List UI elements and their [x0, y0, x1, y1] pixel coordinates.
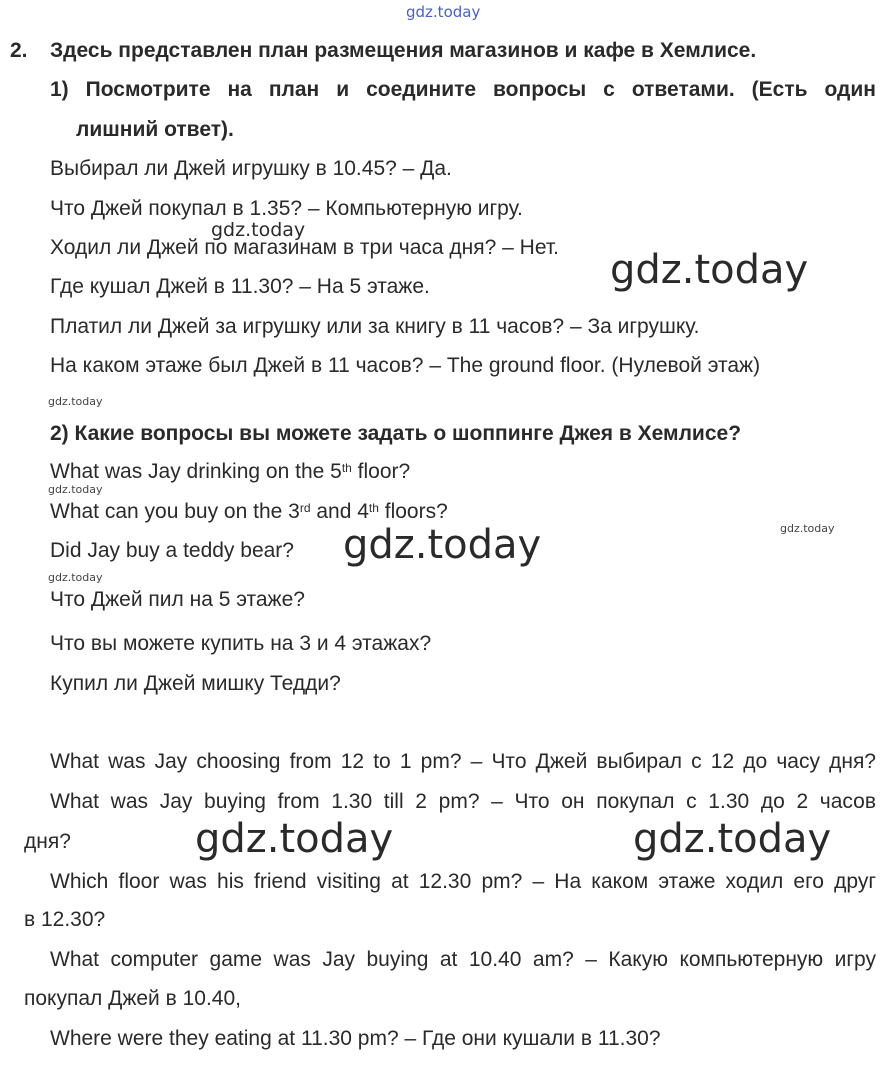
task-title: Здесь представлен план размещения магазинов и кафе в Хемлисе. — [50, 39, 757, 62]
extra-line-2a: What was Jay buying from 1.30 till 2 pm? – Что он покупал с 1.30 до 2 часов — [50, 790, 876, 813]
watermark-large-3: gdz.today — [195, 816, 394, 862]
extra-line-1: What was Jay choosing from 12 to 1 pm? – Что Джей выбирал с 12 до часу дня? — [50, 750, 876, 773]
question-ru-3: Купил ли Джей мишку Тедди? — [50, 672, 341, 695]
watermark-top: gdz.today — [406, 3, 481, 21]
answer-line-3: Ходил ли Джей по магазинам в три часа дня? – Нет. — [50, 236, 559, 259]
watermark-large-4: gdz.today — [633, 816, 832, 862]
extra-line-2b: дня? — [24, 830, 71, 853]
part1-heading-line2: лишний ответ). — [76, 118, 234, 141]
extra-line-5: Where were they eating at 11.30 pm? – Где они кушали в 11.30? — [50, 1027, 661, 1050]
watermark-small-1: gdz.today — [48, 395, 103, 408]
watermark-small-3: gdz.today — [780, 522, 835, 535]
answer-line-6: На каком этаже был Джей в 11 часов? – The ground floor. (Нулевой этаж) — [50, 354, 761, 377]
task-number: 2. — [10, 39, 28, 62]
answer-line-1: Выбирал ли Джей игрушку в 10.45? – Да. — [50, 157, 452, 180]
watermark-small-4: gdz.today — [48, 571, 103, 584]
answer-line-2: Что Джей покупал в 1.35? – Компьютерную игру. — [50, 197, 523, 220]
part1-heading-line1: 1) Посмотрите на план и соедините вопросы с ответами. (Есть один — [50, 78, 876, 101]
question-ru-2: Что вы можете купить на 3 и 4 этажах? — [50, 632, 432, 655]
watermark-large-1: gdz.today — [610, 247, 809, 293]
answer-line-5: Платил ли Джей за игрушку или за книгу в 11 часов? – За игрушку. — [50, 315, 700, 338]
question-en-2: What can you buy on the 3rd and 4th floors? — [50, 500, 448, 523]
extra-line-3b: в 12.30? — [24, 908, 106, 931]
extra-line-4a: What computer game was Jay buying at 10.40 am? – Какую компьютерную игру — [50, 948, 876, 971]
extra-line-3a: Which floor was his friend visiting at 12.30 pm? – На каком этаже ходил его друг — [50, 870, 876, 893]
watermark-large-2: gdz.today — [343, 522, 542, 568]
watermark-small-2: gdz.today — [48, 483, 103, 496]
watermark-medium: gdz.today — [211, 219, 306, 241]
question-ru-1: Что Джей пил на 5 этаже? — [50, 588, 305, 611]
question-en-1: What was Jay drinking on the 5th floor? — [50, 460, 411, 483]
answer-line-4: Где кушал Джей в 11.30? – На 5 этаже. — [50, 275, 430, 298]
question-en-3: Did Jay buy a teddy bear? — [50, 539, 294, 562]
extra-line-4b: покупал Джей в 10.40, — [24, 987, 242, 1010]
part2-heading: 2) Какие вопросы вы можете задать о шоппинге Джея в Хемлисе? — [50, 422, 742, 445]
